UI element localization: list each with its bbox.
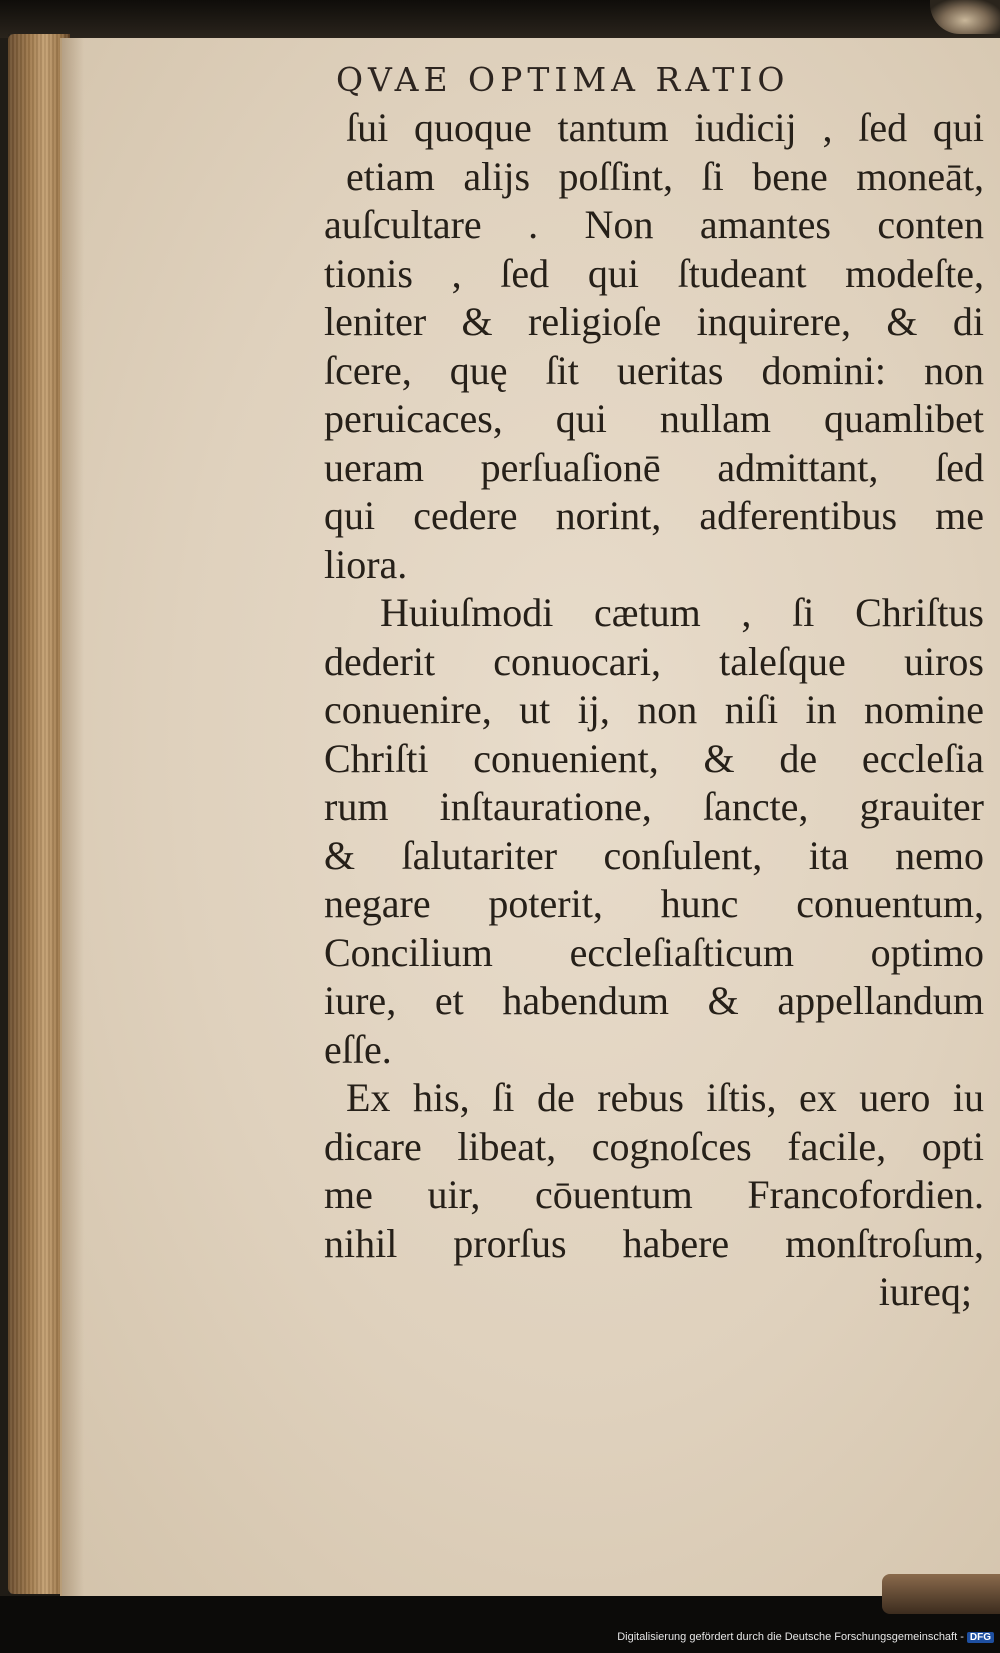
body-text [324, 104, 984, 1317]
text-line: eſſe. [324, 1026, 392, 1072]
text-line: iure, et habendum & appellandum [324, 978, 984, 1023]
running-head: QVAE OPTIMA RATIO [336, 60, 790, 99]
paragraph-start-line: Huiuſmodi cætum , ſi Chriſtus [380, 590, 984, 635]
scan-bottom-border [0, 1596, 1000, 1653]
dfg-logo: DFG [967, 1632, 994, 1643]
text-line: ſcere, quę ſit ueritas domini: non [324, 347, 984, 393]
digitization-credit [617, 1631, 994, 1643]
text-line: nihil prorſus habere monſtroſum, [324, 1220, 984, 1266]
page-clip-bottom [882, 1574, 1000, 1614]
text-line: liora. [324, 541, 408, 587]
scan-top-border [0, 0, 1000, 38]
text-line: auſcultare . Non amantes conten [324, 202, 984, 247]
text-line: ſui quoque tantum iudicij , ſed qui [346, 105, 984, 150]
text-line: conuenire, ut ij, non niſi in nomine [324, 687, 984, 732]
catchword: iureq; [878, 1269, 972, 1314]
text-line: etiam alijs poſſint, ſi bene moneāt, [346, 153, 984, 199]
credit-text: Digitalisierung gefördert durch die Deutsche Forschungsgemeinschaft - [617, 1631, 964, 1643]
text-line: Chriſti conuenient, & de eccleſia [324, 735, 984, 781]
text-line: negare poterit, hunc conuentum, [324, 881, 984, 926]
text-line: rum inſtauratione, ſancte, grauiter [324, 784, 984, 829]
text-line: Concilium eccleſiaſticum optimo [324, 929, 984, 975]
text-line: me uir, cōuentum Francofordien. [324, 1172, 984, 1217]
text-line: ueram perſuaſionē admittant, ſed [324, 444, 984, 490]
text-line: & ſalutariter conſulent, ita nemo [324, 832, 984, 878]
text-line: dicare libeat, cognoſces facile, opti [324, 1123, 984, 1169]
text-line: tionis , ſed qui ſtudeant modeſte, [324, 250, 984, 296]
text-line: dederit conuocari, taleſque uiros [324, 638, 984, 684]
gutter-shadow [62, 38, 84, 1598]
text-line: leniter & religioſe inquirere, & di [324, 299, 984, 344]
text-line: peruicaces, qui nullam quamlibet [324, 396, 984, 441]
text-line: qui cedere norint, adferentibus me [324, 493, 984, 538]
paragraph-start-line: Ex his, ſi de rebus iſtis, ex uero iu [346, 1075, 984, 1120]
